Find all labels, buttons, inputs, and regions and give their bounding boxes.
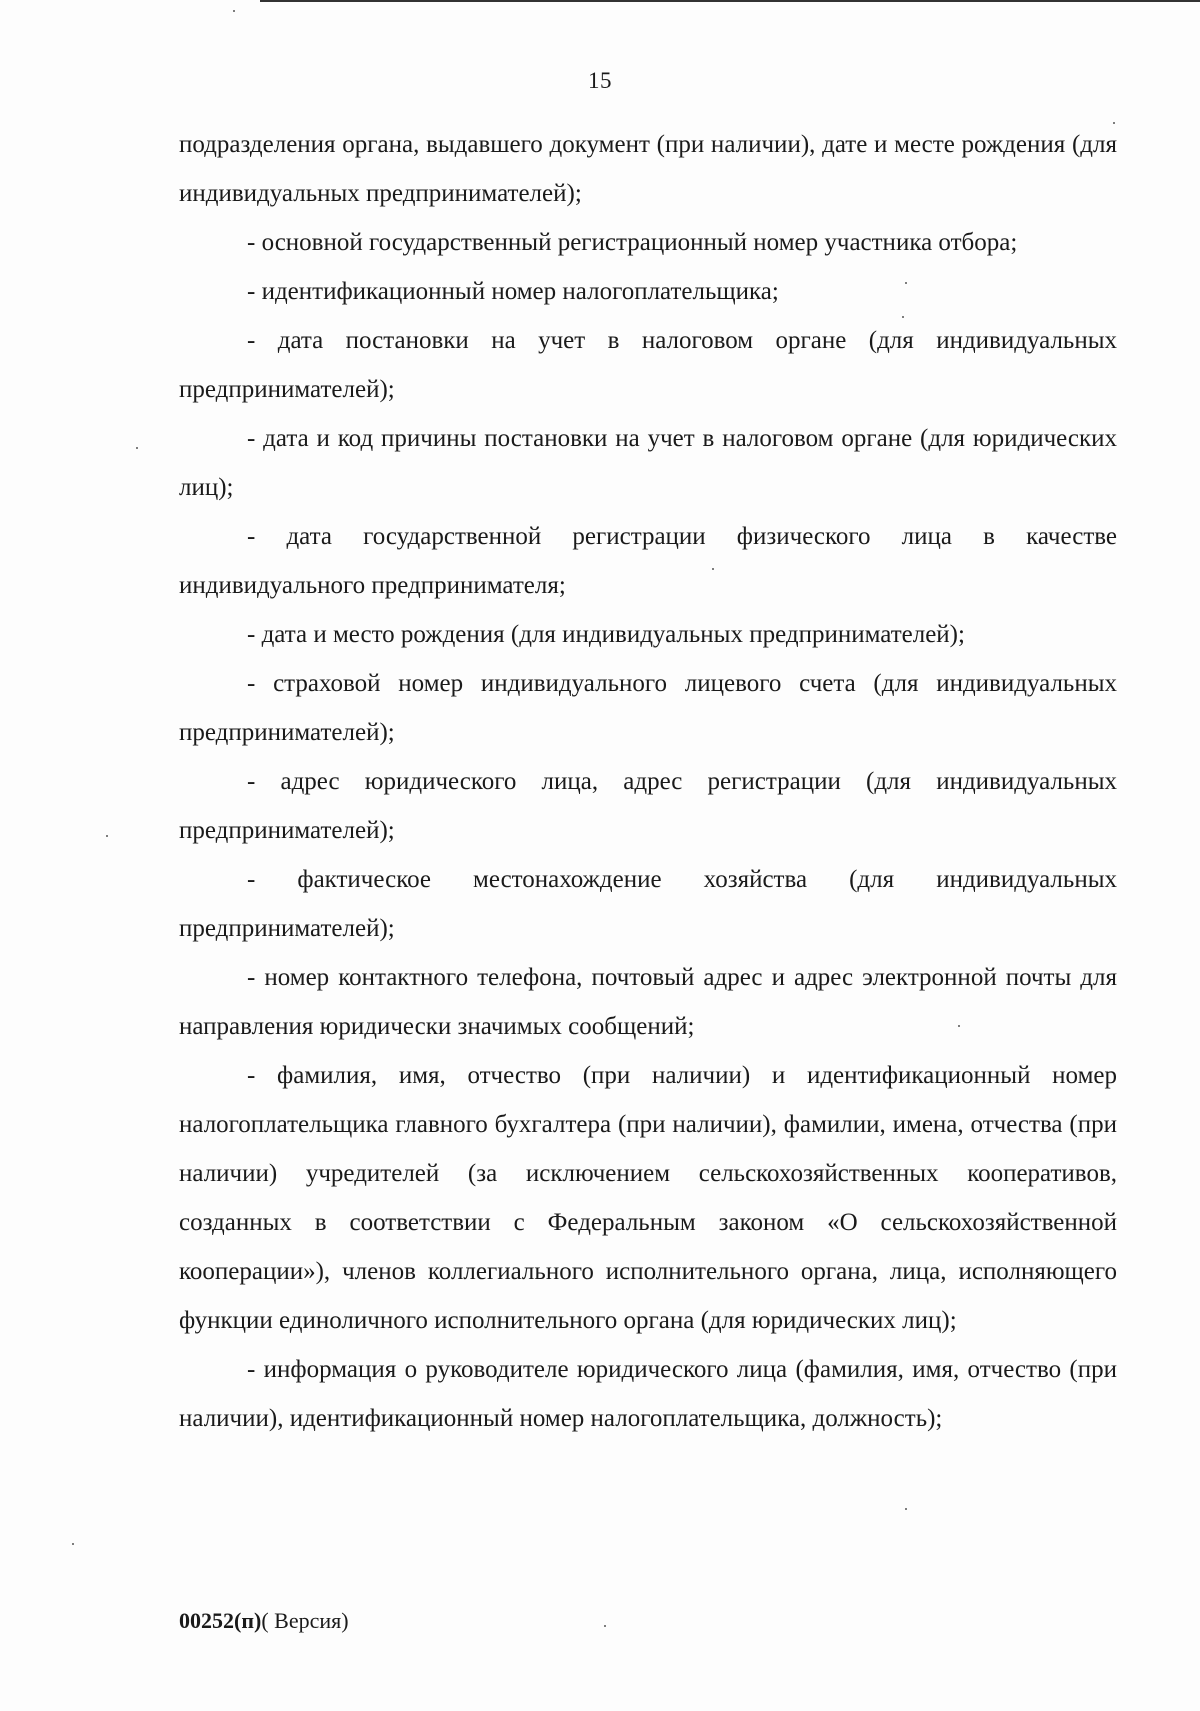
list-item-tax-registration-date: - дата постановки на учет в налоговом органе (для индивидуальных предпринимателей); <box>179 327 1117 403</box>
list-item-state-registration-date: - дата государственной регистрации физического лица в качестве индивидуального предпринимателя; <box>179 523 1117 599</box>
list-item-kpp: - дата и код причины постановки на учет в налоговом органе (для юридических лиц); <box>179 425 1117 501</box>
scan-speck <box>1113 122 1115 124</box>
scan-speck <box>958 1025 960 1027</box>
list-item-contacts: - номер контактного телефона, почтовый адрес и адрес электронной почты для направления юридически значимых сообщений; <box>179 964 1117 1040</box>
list-item-snils: - страховой номер индивидуального лицевого счета (для индивидуальных предпринимателей); <box>179 670 1117 746</box>
footer-code: 00252(п) <box>179 1608 262 1633</box>
scan-speck <box>712 568 714 570</box>
list-item-founders: - фамилия, имя, отчество (при наличии) и идентификационный номер налогоплательщика главного бухгалтера (при наличии), фамилии, имена, отчества (при наличии) учредителей (за исключением сельскохозяйственных кооперативов, созданных в соответствии с Федеральным законом «О сельскохозяйственной кооперации»), членов коллегиального исполнительного органа, лица, исполняющего функции единоличного исполнительного органа (для юридических лиц); <box>179 1062 1117 1334</box>
list-item-ogrn: - основной государственный регистрационный номер участника отбора; <box>247 229 1018 256</box>
scan-speck <box>72 1543 74 1545</box>
scan-speck <box>136 447 138 449</box>
scan-speck <box>905 282 907 284</box>
scan-speck <box>233 10 235 12</box>
list-item-birth-date-place: - дата и место рождения (для индивидуальных предпринимателей); <box>247 621 965 648</box>
list-item-inn: - идентификационный номер налогоплательщика; <box>247 278 779 305</box>
footer-version: ( Версия) <box>261 1608 349 1633</box>
document-body <box>179 120 1117 1443</box>
scan-speck <box>905 1508 907 1510</box>
scan-speck <box>902 316 904 318</box>
list-item-head-info: - информация о руководителе юридического лица (фамилия, имя, отчество (при наличии), идентификационный номер налогоплательщика, должность); <box>179 1356 1117 1432</box>
list-item-address: - адрес юридического лица, адрес регистрации (для индивидуальных предпринимателей); <box>179 768 1117 844</box>
list-item-farm-location: - фактическое местонахождение хозяйства (для индивидуальных предпринимателей); <box>179 866 1117 942</box>
top-rule <box>260 0 1200 2</box>
scan-speck <box>106 835 108 837</box>
footer-document-code <box>179 1608 349 1634</box>
paragraph-continuation: подразделения органа, выдавшего документ (при наличии), дате и месте рождения (для индивидуальных предпринимателей); <box>179 131 1117 207</box>
scan-speck <box>604 1625 606 1627</box>
page-number: 15 <box>588 68 612 93</box>
